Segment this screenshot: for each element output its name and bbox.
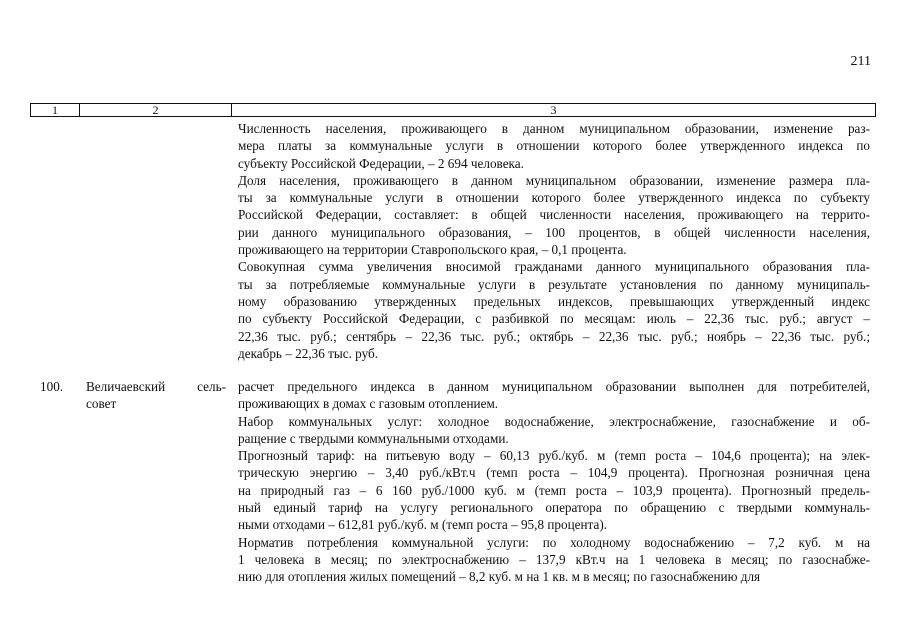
text-line: Совокупная сумма увеличения вносимой гражданами данного муниципального образования пла-	[238, 259, 870, 275]
municipality-name-part-2: сель-	[197, 379, 226, 394]
municipality-name	[86, 378, 226, 413]
paragraph	[238, 447, 870, 533]
text-line: 1 человека в месяц; по электроснабжению – 137,9 кВт.ч на 1 человека в месяц; по газоснабже-	[238, 551, 870, 567]
row-number: 100.	[40, 379, 64, 394]
table-header	[30, 103, 876, 117]
text-line: субъекту Российской Федерации, – 2 694 человека.	[238, 155, 524, 171]
text-line: проживающего на территории Ставропольского края, – 0,1 процента.	[238, 242, 627, 258]
paragraph	[238, 258, 870, 362]
text-line: расчет предельного индекса в данном муниципальном образовании выполнен для потребителей,	[238, 379, 870, 394]
text-line: декабрь – 22,36 тыс. руб.	[238, 345, 379, 361]
paragraph	[238, 534, 870, 586]
text-line: рии данного муниципального образования, – 100 процентов, в общей численности населения,	[238, 224, 870, 240]
text-line: по субъекту Российской Федерации, с разбивкой по месяцам: июль – 22,36 тыс. руб.; август –	[238, 311, 870, 327]
text-line: на природный газ – 6 160 руб./1000 куб. м (темп роста – 103,9 процента). Прогнозный предель-	[238, 482, 870, 498]
text-line: трическую энергию – 3,40 руб./кВт.ч (темп роста – 104,9 процента). Прогнозная розничная цена	[238, 465, 870, 481]
text-line: ты за коммунальные услуги в отношении которого более утвержденного индекса по субъекту	[238, 190, 870, 206]
text-line: ный единый тариф на услугу регионального оператора по обращению с твердыми коммуналь-	[238, 500, 870, 516]
text-line: нию для отопления жилых помещений – 8,2 куб. м на 1 кв. м в месяц; по газоснабжению для	[238, 569, 761, 585]
table-header-col-3: 3	[550, 103, 557, 117]
paragraph	[238, 120, 870, 172]
text-line: проживающих в домах с газовым отоплением.	[238, 396, 499, 412]
text-line: Норматив потребления коммунальной услуги: по холодному водоснабжению – 7,2 куб. м на	[238, 534, 870, 550]
municipality-name-line-2: совет	[86, 396, 117, 412]
text-line: Набор коммунальных услуг: холодное водоснабжение, электроснабжение, газоснабжение и об-	[238, 413, 870, 429]
text-line: Численность населения, проживающего в данном муниципальном образовании, изменение раз-	[238, 121, 870, 136]
text-line: мера платы за коммунальные услуги в отношении которого более утвержденного индекса по	[238, 138, 870, 154]
table-header-col-2: 2	[80, 104, 232, 116]
text-line: ному образованию утвержденных предельных индексов, превышающих утвержденный индекс	[238, 293, 870, 309]
text-line: Российской Федерации, составляет: в общей численности населения, проживающего на террито-	[238, 207, 870, 223]
page-number: 211	[850, 54, 871, 69]
row-description-block	[238, 378, 870, 586]
text-line: 22,36 тыс. руб.; сентябрь – 22,36 тыс. руб.; октябрь – 22,36 тыс. руб.; ноябрь – 22,36 тыс. руб.;	[238, 328, 870, 344]
continued-text-block	[238, 120, 870, 362]
text-line: ращение с твердыми коммунальными отходами.	[238, 430, 509, 446]
text-line: ными отходами – 612,81 руб./куб. м (темп роста – 95,8 процента).	[238, 517, 608, 533]
text-line: Прогнозный тариф: на питьевую воду – 60,13 руб./куб. м (темп роста – 104,6 процента); на элек-	[238, 448, 870, 464]
text-line: Доля населения, проживающего в данном муниципальном образовании, изменение размера пла-	[238, 172, 870, 188]
paragraph	[238, 172, 870, 258]
table-header-col-1: 1	[31, 104, 80, 116]
municipality-name-part-1: Величаевский	[86, 379, 166, 394]
paragraph	[238, 378, 870, 413]
text-line: ты за потребляемые коммунальные услуги в результате установления по данному муниципаль-	[238, 276, 870, 292]
paragraph	[238, 413, 870, 448]
